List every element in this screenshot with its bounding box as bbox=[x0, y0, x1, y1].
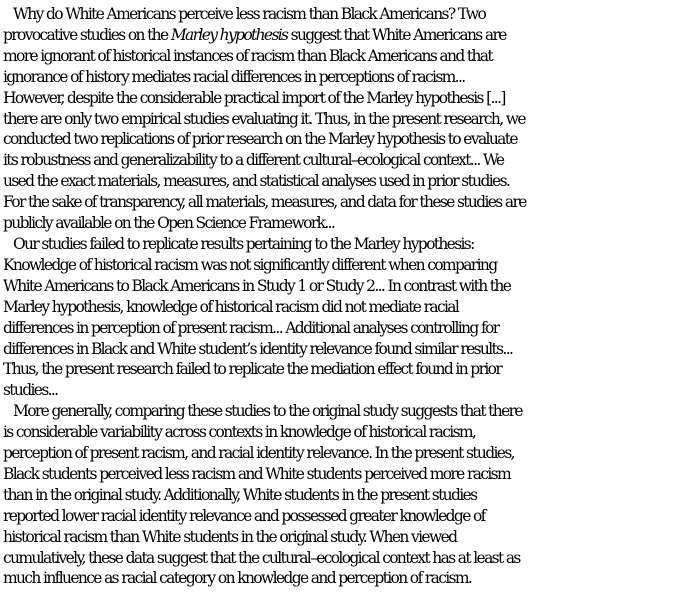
text-line: there are only two empirical studies evaluating it. Thus, in the present research, we bbox=[3, 109, 525, 128]
text-line: its robustness and generalizability to a different cultural–ecological context... We bbox=[3, 151, 504, 170]
paragraph-conclusion bbox=[3, 401, 675, 589]
text-line: perception of present racism, and racial identity relevance. In the present studies, bbox=[3, 444, 514, 463]
text-line: historical racism than White students in the original study. When viewed bbox=[3, 527, 457, 546]
paragraph-findings bbox=[3, 234, 675, 401]
text-line: Thus, the present research failed to replicate the mediation effect found in prior bbox=[3, 360, 502, 379]
text-line: More generally, comparing these studies to the original study suggests that there bbox=[13, 402, 522, 421]
text-line: Our studies failed to replicate results pertaining to the Marley hypothesis: bbox=[13, 234, 474, 253]
text-line: publicly available on the Open Science Framework... bbox=[3, 214, 335, 233]
text-line: White Americans to Black Americans in Study 1 or Study 2... In contrast with the bbox=[3, 276, 511, 295]
text-line: ignorance of history mediates racial differences in perceptions of racism... bbox=[3, 67, 465, 86]
text-line: much influence as racial category on knowledge and perception of racism. bbox=[3, 569, 472, 588]
text-line: conducted two replications of prior research on the Marley hypothesis to evaluate bbox=[3, 130, 517, 149]
text-line: more ignorant of historical instances of racism than Black Americans and that bbox=[3, 46, 492, 65]
text-line: Marley hypothesis, knowledge of historical racism did not mediate racial bbox=[3, 297, 459, 316]
text-line: differences in perception of present racism... Additional analyses controlling for bbox=[3, 318, 499, 337]
text-line: differences in Black and White student’s identity relevance found similar results... bbox=[3, 339, 513, 358]
text-line: For the sake of transparency, all materials, measures, and data for these studies are bbox=[3, 193, 526, 212]
text-line: is considerable variability across contexts in knowledge of historical racism, bbox=[3, 423, 476, 442]
text-line: Black students perceived less racism and White students perceived more racism bbox=[3, 464, 511, 483]
text-line: However, despite the considerable practical import of the Marley hypothesis [...] bbox=[3, 88, 505, 107]
emphasis-term: Marley hypothesis bbox=[170, 25, 288, 44]
paragraph-intro bbox=[3, 4, 675, 234]
text-line: studies... bbox=[3, 381, 58, 400]
text-line: Why do White Americans perceive less racism than Black Americans? Two bbox=[13, 5, 486, 23]
text-line: used the exact materials, measures, and statistical analyses used in prior studies. bbox=[3, 172, 510, 191]
text-line: cumulatively, these data suggest that the cultural–ecological context has at least as bbox=[3, 548, 520, 567]
text-line: than in the original study. Additionally, White students in the present studies bbox=[3, 485, 477, 504]
text-line: provocative studies on the Marley hypothesis suggest that White Americans are bbox=[3, 25, 506, 44]
text-line: reported lower racial identity relevance and possessed greater knowledge of bbox=[3, 506, 485, 525]
text-line: Knowledge of historical racism was not significantly different when comparing bbox=[3, 255, 497, 274]
